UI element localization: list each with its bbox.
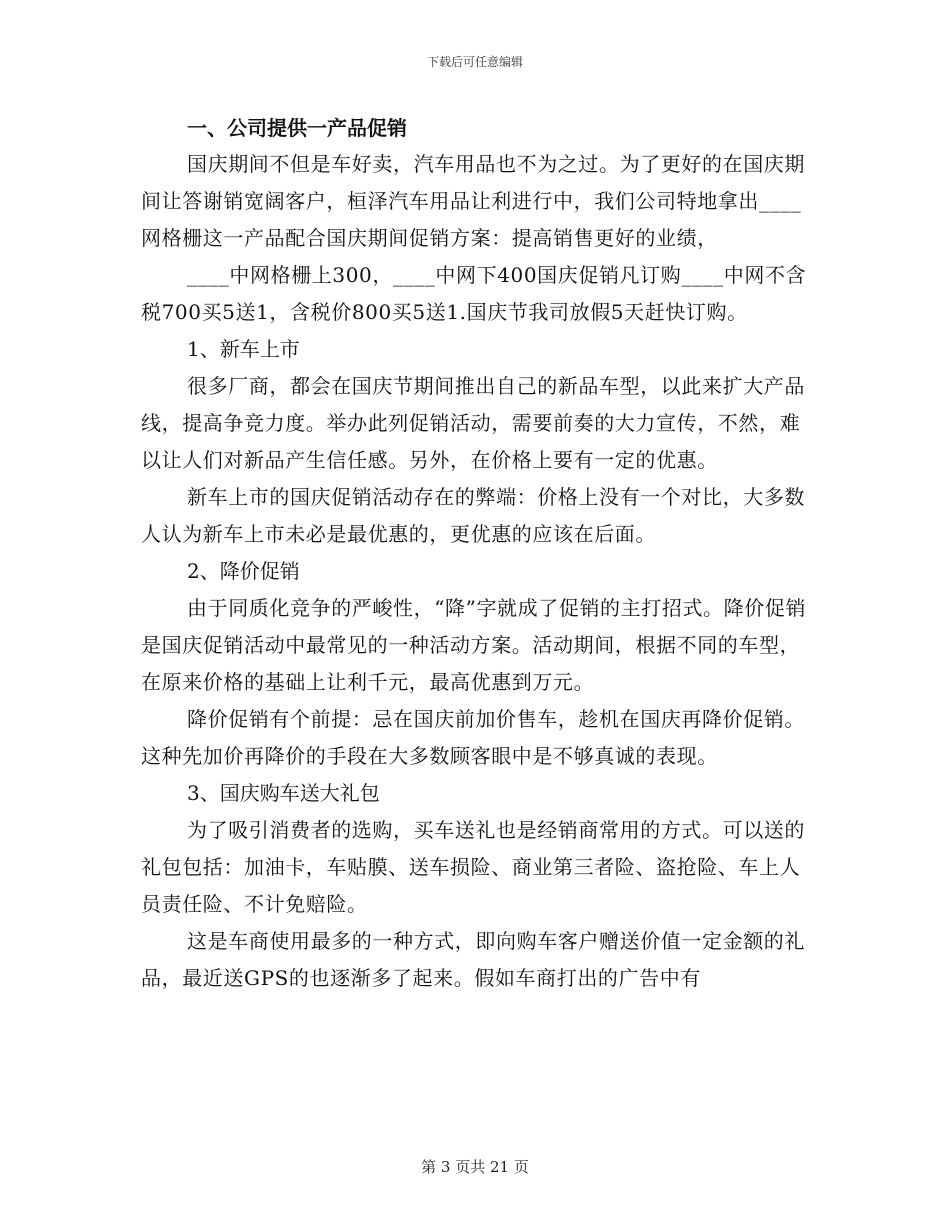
paragraph-pricing: ____中网格栅上300，____中网下400国庆促销凡订购____中网不含税700买5送1，含税价800买5送1.国庆节我司放假5天赶快订购。 [141,263,807,324]
paragraph-price-cut-1: 由于同质化竞争的严峻性，“降”字就成了促销的主打招式。降价促销是国庆促销活动中最常见的一种活动方案。活动期间，根据不同的车型，在原来价格的基础上让利千元，最高优惠到万元。 [141,596,807,694]
document-body [141,110,811,997]
subsection-title-new-car: 1、新车上市 [187,337,300,361]
page-header: 下载后可任意编辑 [426,55,523,69]
paragraph-new-car-2: 新车上市的国庆促销活动存在的弊端：价格上没有一个对比，大多数人认为新车上市未必是最优惠的，更优惠的应该在后面。 [141,485,805,546]
paragraph-intro: 国庆期间不但是车好卖，汽车用品也不为之过。为了更好的在国庆期间让答谢销宽阔客户，桓泽汽车用品让利进行中，我们公司特地拿出____网格栅这一产品配合国庆期间促销方案：提高销售更好的业绩， [141,152,805,250]
section-heading: 一、公司提供一产品促销 [187,116,407,140]
paragraph-price-cut-2: 降价促销有个前提：忌在国庆前加价售车，趁机在国庆再降价促销。这种先加价再降价的手段在大多数顾客眼中是不够真诚的表现。 [141,707,805,768]
page-footer: 第 3 页共 21 页 [421,1158,529,1176]
paragraph-gift-pack-2: 这是车商使用最多的一种方式，即向购车客户赠送价值一定金额的礼品，最近送GPS的也逐渐多了起来。假如车商打出的广告中有 [141,929,805,990]
paragraph-gift-pack-1: 为了吸引消费者的选购，买车送礼也是经销商常用的方式。可以送的礼包包括：加油卡，车贴膜、送车损险、商业第三者险、盗抢险、车上人员责任险、不计免赔险。 [141,818,805,916]
subsection-title-gift-pack: 3、国庆购车送大礼包 [187,781,380,805]
paragraph-new-car-1: 很多厂商，都会在国庆节期间推出自己的新品车型，以此来扩大产品线，提高争竞力度。举办此列促销活动，需要前奏的大力宣传，不然，难以让人们对新品产生信任感。另外，在价格上要有一定的优惠。 [141,374,805,472]
subsection-title-price-cut: 2、降价促销 [187,559,300,583]
